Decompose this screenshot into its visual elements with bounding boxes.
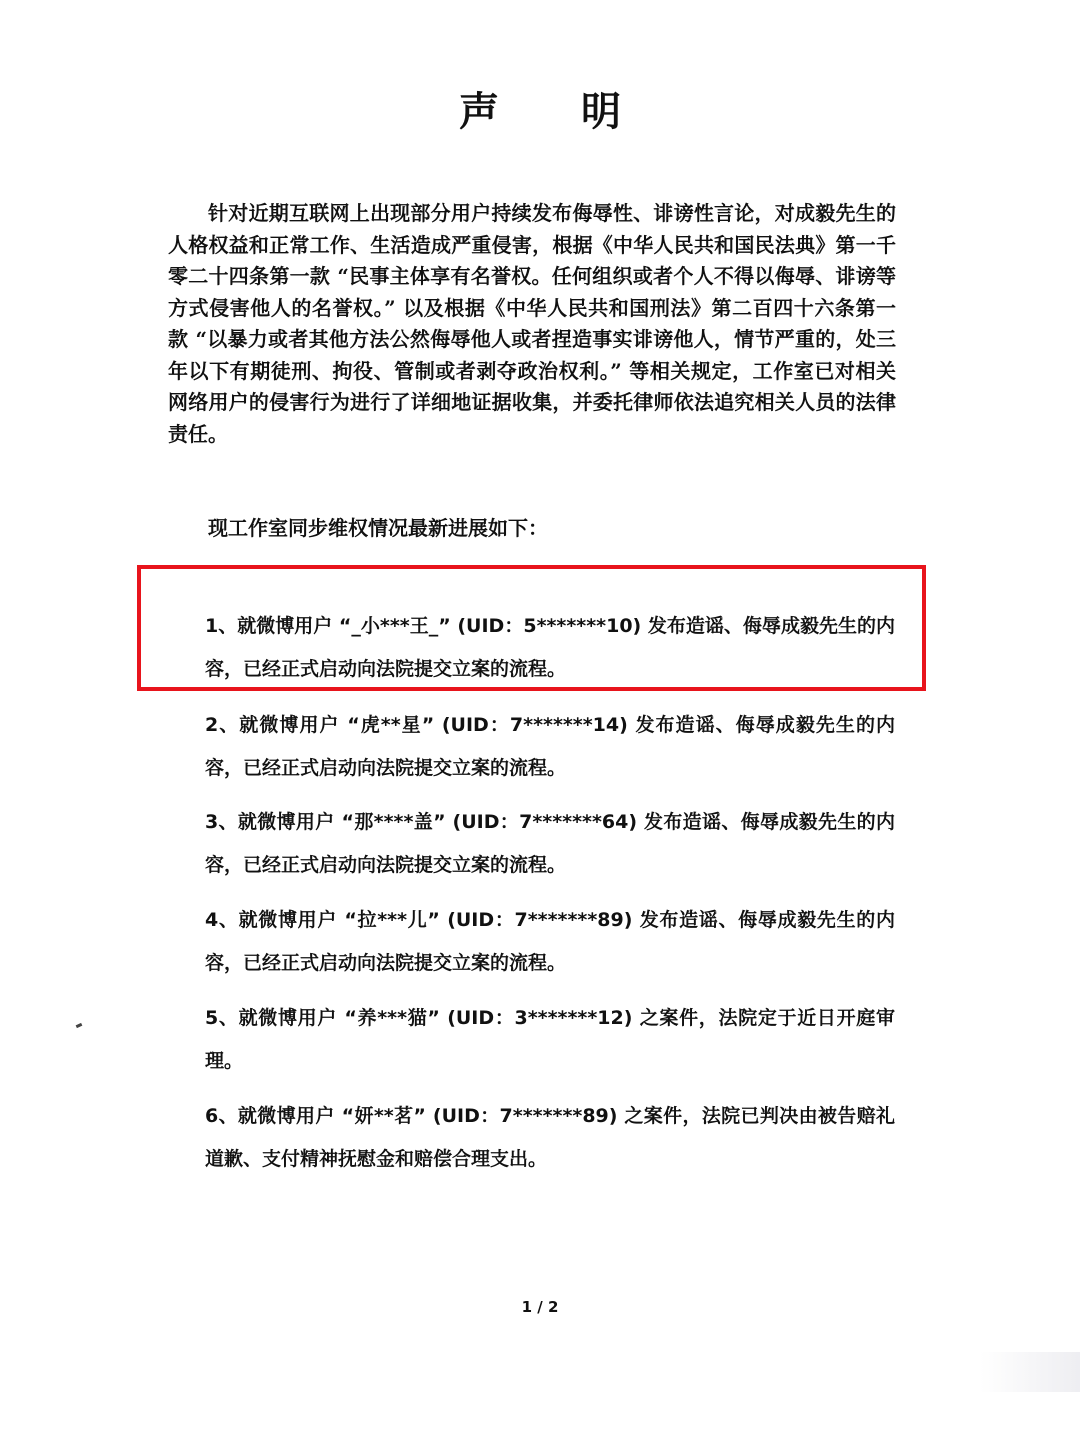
- stray-mark: [76, 1023, 83, 1028]
- list-item-5: 5、就微博用户 “养***猫” (UID：3*******12) 之案件，法院定于近日开庭审理。: [205, 1007, 895, 1072]
- list-item-3: 3、就微博用户 “那****盖” (UID：7*******64) 发布造谣、侮辱成毅先生的内容，已经正式启动向法院提交立案的流程。: [205, 811, 895, 876]
- list-item-4: 4、就微博用户 “拉***儿” (UID：7*******89) 发布造谣、侮辱成毅先生的内容，已经正式启动向法院提交立案的流程。: [205, 909, 895, 974]
- list-item-6: 6、就微博用户 “妍**茗” (UID：7*******89) 之案件，法院已判决由被告赔礼道歉、支付精神抚慰金和赔偿合理支出。: [205, 1105, 895, 1170]
- intro-paragraph: 针对近期互联网上出现部分用户持续发布侮辱性、诽谤性言论，对成毅先生的人格权益和正常工作、生活造成严重侵害，根据《中华人民共和国民法典》第一千零二十四条第一款 “民事主体享有名誉权。任何组织或者个人不得以侮辱、诽谤等方式侵害他人的名誉权。” 以及根据《中华人民共和国刑法》第二百四十六条第一款 “以暴力或者其他方法公然侮辱他人或者捏造事实诽谤他人，情节严重的，处三年以下有期徒刑、拘役、管制或者剥夺政治权利。” 等相关规定，工作室已对相关网络用户的侵害行为进行了详细地证据收集，并委托律师依法追究相关人员的法律责任。: [168, 201, 896, 446]
- list-item-2: 2、就微博用户 “虎**星” (UID：7*******14) 发布造谣、侮辱成毅先生的内容，已经正式启动向法院提交立案的流程。: [205, 714, 895, 779]
- page-title: 声 明: [459, 89, 655, 135]
- corner-shadow: [980, 1352, 1080, 1392]
- progress-heading: 现工作室同步维权情况最新进展如下：: [208, 516, 548, 540]
- list-item-1: 1、就微博用户 “_小***王_” (UID：5*******10) 发布造谣、侮辱成毅先生的内容，已经正式启动向法院提交立案的流程。: [205, 615, 895, 680]
- page-number: 1 / 2: [521, 1298, 559, 1316]
